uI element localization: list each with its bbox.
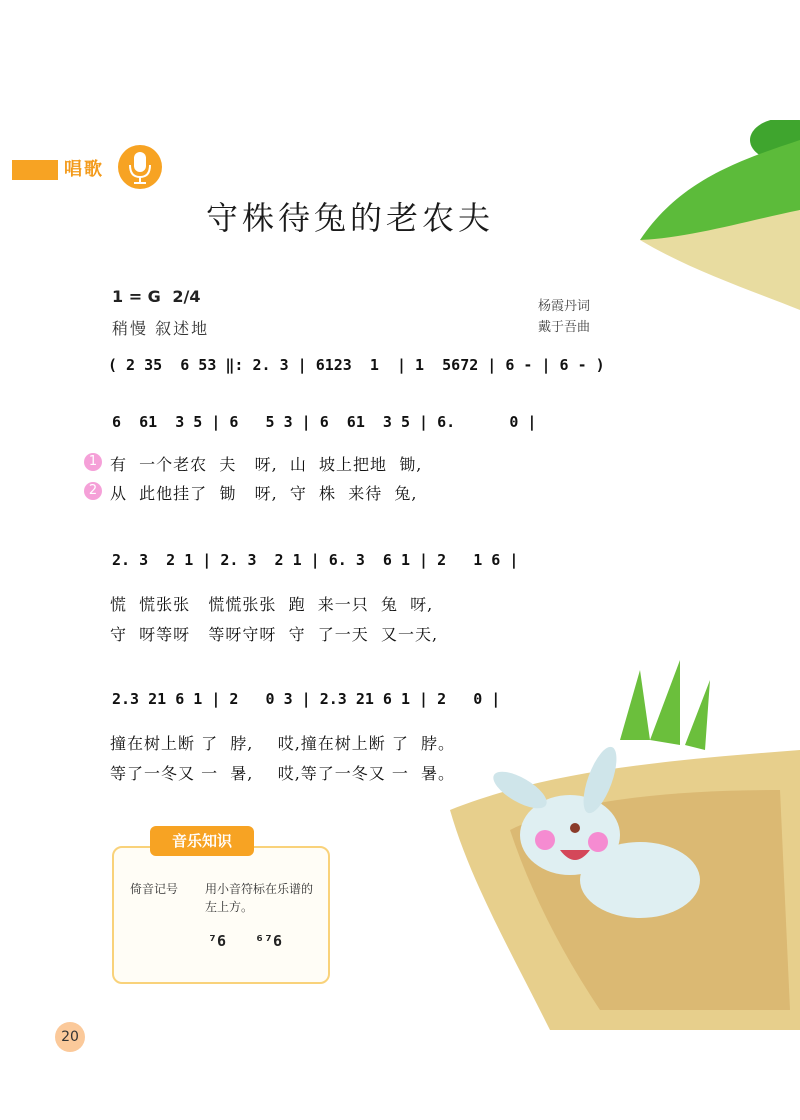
section-bar [12,160,58,180]
row2-verse1: 慌 慌张张 慌慌张张 跑 来一只 兔 呀, [110,595,434,614]
knowledge-tab: 音乐知识 [150,826,254,856]
row1-verse1: 有 一个老农 夫 呀, 山 坡上把地 锄, [110,455,423,474]
intro-notes: ( 2 35 6 53 ‖: 2. 3 | 6123 1 | 1 5672 | 6 - | 6 - ) [108,356,605,374]
knowledge-term: 倚音记号 [130,882,179,896]
grace-note-example-1: ⁷6 [208,932,227,950]
verse-number-2: 2 [84,482,102,500]
key-signature [112,287,201,306]
grace-note-example-2: ⁶⁷6 [255,932,283,950]
credits [538,296,590,338]
row1-notes: 6 61 3 5 | 6 5 3 | 6 61 3 5 | 6. 0 | [112,413,537,431]
row2-notes: 2. 3 2 1 | 2. 3 2 1 | 6. 3 6 1 | 2 1 6 | [112,551,519,569]
time-signature: 2/4 [172,287,201,306]
row1-verse2: 从 此他挂了 锄 呀, 守 株 来待 兔, [110,484,418,503]
key-text: 1 = G [112,287,161,306]
lyricist: 杨霞丹词 [537,299,590,314]
rabbit-illustration [450,650,800,1030]
microphone-icon [118,145,162,189]
tempo-marking: 稍慢 叙述地 [112,319,210,338]
row3-verse1: 撞在树上断 了 脖, 哎,撞在树上断 了 脖。 [110,734,456,753]
section-label: 唱歌 [64,159,104,180]
song-title: 守株待兔的老农夫 [205,199,494,237]
verse-number-1: 1 [84,453,102,471]
page-number: 20 [55,1022,85,1052]
row3-notes: 2.3 21 6 1 | 2 0 3 | 2.3 21 6 1 | 2 0 | [112,690,501,708]
row2-verse2: 守 呀等呀 等呀守呀 守 了一天 又一天, [110,625,439,644]
composer: 戴于吾曲 [537,320,590,335]
knowledge-definition: 用小音符标在乐谱的左上方。 [205,882,314,914]
row3-verse2: 等了一冬又 一 暑, 哎,等了一冬又 一 暑。 [110,764,456,783]
